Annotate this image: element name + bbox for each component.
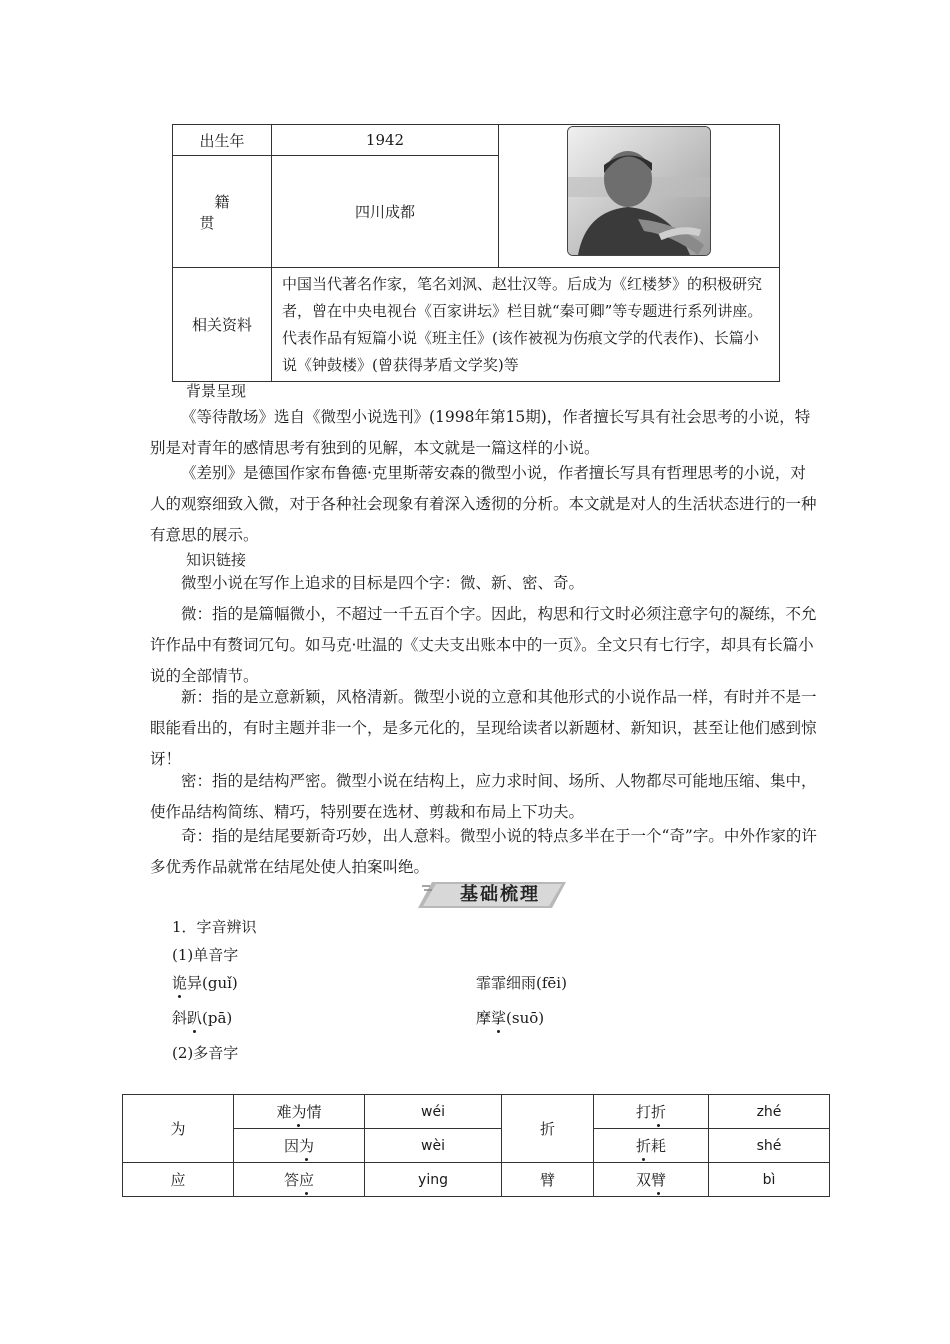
single-sound-title: (1)单音字 <box>172 946 239 964</box>
single-sound-item-4: 摩挲(suō) <box>476 1009 545 1027</box>
word-daying: 答应 <box>234 1163 365 1197</box>
word-dazhe: 打折 <box>594 1095 709 1129</box>
birth-label: 出生年 <box>173 125 272 156</box>
char-zhe: 折 <box>502 1095 594 1163</box>
knowledge-paragraph-wei: 微：指的是篇幅微小，不超过一千五百个字。因此，构思和行文时必须注意字句的凝练，不允许作品中有赘词冗句。如马克·吐温的《丈夫支出账本中的一页》。全文只有七行字，却具有长篇小说的全部情节。 <box>150 605 817 685</box>
single-sound-item-2: 霏霏细雨(fēi) <box>476 974 567 992</box>
char-ying: 应 <box>123 1163 234 1197</box>
word-shehao: 折耗 <box>594 1129 709 1163</box>
char-wei: 为 <box>123 1095 234 1163</box>
knowledge-paragraph-mi: 密：指的是结构严密。微型小说在结构上，应力求时间、场所、人物都尽可能地压缩、集中，使作品结构简练、精巧，特别要在选材、剪裁和布局上下功夫。 <box>150 772 817 821</box>
pinyin-wei-4: wèi <box>365 1129 502 1163</box>
author-photo <box>567 126 711 256</box>
background-paragraph-2: 《差别》是德国作家布鲁德·克里斯蒂安森的微型小说，作者擅长写具有哲理思考的小说，对人的观察细致入微，对于各种社会现象有着深入透彻的分析。本文就是对人的生活状态进行的一种有意思的展示。 <box>150 464 817 544</box>
background-paragraph-1: 《等待散场》选自《微型小说选刊》(1998年第15期)，作者擅长写具有社会思考的小说，特别是对青年的感情思考有独到的见解，本文就是一篇这样的小说。 <box>150 408 811 457</box>
multi-sound-title: (2)多音字 <box>172 1044 239 1062</box>
word-shuangbi: 双臂 <box>594 1163 709 1197</box>
origin-value: 四川成都 <box>272 156 499 268</box>
word-yinwei: 因为 <box>234 1129 365 1163</box>
info-label: 相关资料 <box>173 268 272 382</box>
knowledge-paragraph-qi: 奇：指的是结尾要新奇巧妙，出人意料。微型小说的特点多半在于一个“奇”字。中外作家的许多优秀作品就常在结尾处使人拍案叫绝。 <box>150 827 817 876</box>
pinyin-ying: ying <box>365 1163 502 1197</box>
knowledge-heading: 知识链接 <box>186 551 247 569</box>
pinyin-wei-2: wéi <box>365 1095 502 1129</box>
pinyin-she-2: shé <box>709 1129 830 1163</box>
background-heading: 背景呈现 <box>186 382 247 400</box>
item-1-title: 1．字音辨识 <box>172 918 257 936</box>
origin-label: 籍贯 <box>199 192 260 232</box>
section-banner <box>418 880 566 910</box>
multi-sound-table <box>122 1094 830 1197</box>
char-bi: 臂 <box>502 1163 594 1197</box>
author-info-table <box>172 124 780 382</box>
section-banner-title: 基础梳理 <box>460 884 540 905</box>
pinyin-bi: bì <box>709 1163 830 1197</box>
word-nanweiqing: 难为情 <box>234 1095 365 1129</box>
photo-cell <box>499 125 780 268</box>
single-sound-item-1: 诡异(guǐ) <box>172 974 238 992</box>
birth-value: 1942 <box>272 125 499 156</box>
pinyin-zhe-2: zhé <box>709 1095 830 1129</box>
single-sound-item-3: 斜趴(pā) <box>172 1009 233 1027</box>
knowledge-paragraph-xin: 新：指的是立意新颖，风格清新。微型小说的立意和其他形式的小说作品一样，有时并不是一眼能看出的，有时主题并非一个，是多元化的，呈现给读者以新题材、新知识，甚至让他们感到惊讶！ <box>150 688 817 768</box>
knowledge-paragraph-1: 微型小说在写作上追求的目标是四个字：微、新、密、奇。 <box>181 574 585 592</box>
info-text: 中国当代著名作家，笔名刘沨、赵壮汉等。后成为《红楼梦》的积极研究者，曾在中央电视台《百家讲坛》栏目就“秦可卿”等专题进行系列讲座。代表作品有短篇小说《班主任》(该作被视为伤痕文学的代表作)、长篇小说《钟鼓楼》(曾获得茅盾文学奖)等 <box>272 268 780 382</box>
